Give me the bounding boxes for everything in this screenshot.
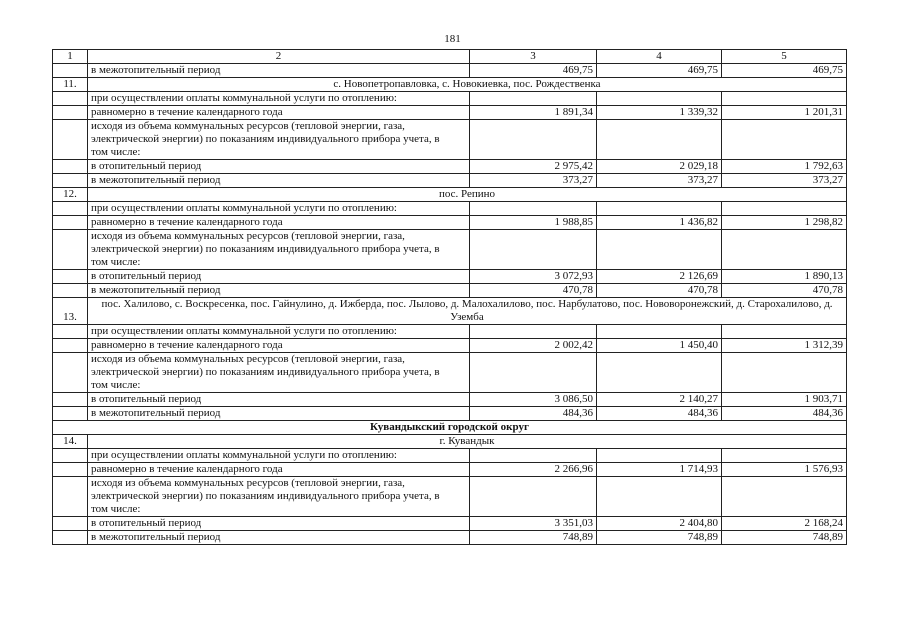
value-col-4: 484,36: [597, 407, 722, 421]
value-col-5: 1 312,39: [722, 339, 847, 353]
value-col-3: 3 086,50: [470, 393, 597, 407]
value-col-3: [470, 202, 597, 216]
value-col-4: [597, 202, 722, 216]
table-row: [53, 463, 847, 477]
row-label: при осуществлении оплаты коммунальной услуги по отоплению:: [88, 92, 470, 106]
location-row: [53, 435, 847, 449]
header-col-3: 3: [470, 50, 597, 64]
table-row: [53, 393, 847, 407]
value-col-5: [722, 92, 847, 106]
row-number-cell: [53, 230, 88, 270]
table-row: [53, 160, 847, 174]
row-number-cell: [53, 531, 88, 545]
section-number: 11.: [53, 78, 88, 92]
value-col-5: 2 168,24: [722, 517, 847, 531]
table-row: [53, 202, 847, 216]
header-col-1: 1: [53, 50, 88, 64]
value-col-5: [722, 325, 847, 339]
table-row: [53, 517, 847, 531]
table-row: [53, 174, 847, 188]
value-col-4: 2 029,18: [597, 160, 722, 174]
table-row: [53, 120, 847, 160]
row-label: равномерно в течение календарного года: [88, 339, 470, 353]
table-row: [53, 477, 847, 517]
value-col-3: 1 988,85: [470, 216, 597, 230]
value-col-4: [597, 353, 722, 393]
value-col-3: 748,89: [470, 531, 597, 545]
value-col-5: 373,27: [722, 174, 847, 188]
value-col-4: 1 339,32: [597, 106, 722, 120]
row-label: в отопительный период: [88, 517, 470, 531]
tariff-table-body: [53, 50, 847, 545]
row-number-cell: [53, 270, 88, 284]
value-col-5: 1 201,31: [722, 106, 847, 120]
value-col-3: 1 891,34: [470, 106, 597, 120]
value-col-4: 2 140,27: [597, 393, 722, 407]
row-number-cell: [53, 449, 88, 463]
row-label: в межотопительный период: [88, 531, 470, 545]
row-number-cell: [53, 393, 88, 407]
value-col-3: 2 266,96: [470, 463, 597, 477]
row-number-cell: [53, 463, 88, 477]
row-number-cell: [53, 106, 88, 120]
value-col-4: 2 126,69: [597, 270, 722, 284]
row-label: исходя из объема коммунальных ресурсов (тепловой энергии, газа, электрической энергии) по показаниям индивидуального прибора учета, в том числе:: [88, 120, 470, 160]
value-col-4: [597, 92, 722, 106]
row-label: исходя из объема коммунальных ресурсов (тепловой энергии, газа, электрической энергии) по показаниям индивидуального прибора учета, в том числе:: [88, 353, 470, 393]
value-col-5: 1 792,63: [722, 160, 847, 174]
row-label: равномерно в течение календарного года: [88, 106, 470, 120]
page-number: 181: [444, 33, 461, 45]
row-label: в межотопительный период: [88, 174, 470, 188]
value-col-5: 1 903,71: [722, 393, 847, 407]
value-col-5: 1 298,82: [722, 216, 847, 230]
row-label: равномерно в течение календарного года: [88, 216, 470, 230]
table-row: [53, 339, 847, 353]
row-label: исходя из объема коммунальных ресурсов (тепловой энергии, газа, электрической энергии) по показаниям индивидуального прибора учета, в том числе:: [88, 230, 470, 270]
row-number-cell: [53, 202, 88, 216]
value-col-5: 1 890,13: [722, 270, 847, 284]
row-number-cell: [53, 160, 88, 174]
value-col-4: 1 714,93: [597, 463, 722, 477]
row-label: в отопительный период: [88, 160, 470, 174]
table-row: [53, 531, 847, 545]
value-col-3: 3 351,03: [470, 517, 597, 531]
table-row: [53, 216, 847, 230]
row-label: исходя из объема коммунальных ресурсов (тепловой энергии, газа, электрической энергии) по показаниям индивидуального прибора учета, в том числе:: [88, 477, 470, 517]
row-label: при осуществлении оплаты коммунальной услуги по отоплению:: [88, 202, 470, 216]
header-col-4: 4: [597, 50, 722, 64]
value-col-3: [470, 120, 597, 160]
row-number-cell: [53, 92, 88, 106]
table-row: [53, 92, 847, 106]
row-label: в межотопительный период: [88, 284, 470, 298]
value-col-5: 470,78: [722, 284, 847, 298]
row-number-cell: [53, 120, 88, 160]
row-label: при осуществлении оплаты коммунальной услуги по отоплению:: [88, 325, 470, 339]
row-number-cell: [53, 174, 88, 188]
value-col-4: 2 404,80: [597, 517, 722, 531]
value-col-3: 373,27: [470, 174, 597, 188]
location-row: [53, 298, 847, 325]
table-row: [53, 449, 847, 463]
tariff-table: [52, 49, 847, 545]
table-row: [53, 407, 847, 421]
table-row: [53, 106, 847, 120]
value-col-3: 470,78: [470, 284, 597, 298]
value-col-5: [722, 477, 847, 517]
table-row: [53, 353, 847, 393]
location-name: пос. Репино: [88, 188, 847, 202]
header-col-5: 5: [722, 50, 847, 64]
value-col-3: [470, 92, 597, 106]
value-col-4: 1 436,82: [597, 216, 722, 230]
table-row: [53, 325, 847, 339]
row-number-cell: [53, 325, 88, 339]
table-row: [53, 230, 847, 270]
value-col-5: 1 576,93: [722, 463, 847, 477]
value-col-4: [597, 120, 722, 160]
value-col-3: 469,75: [470, 64, 597, 78]
row-number-cell: [53, 517, 88, 531]
value-col-4: [597, 230, 722, 270]
table-row: [53, 64, 847, 78]
row-number-cell: [53, 353, 88, 393]
row-number-cell: [53, 284, 88, 298]
value-col-4: 373,27: [597, 174, 722, 188]
value-col-3: [470, 230, 597, 270]
value-col-5: [722, 202, 847, 216]
row-label: при осуществлении оплаты коммунальной услуги по отоплению:: [88, 449, 470, 463]
value-col-3: [470, 449, 597, 463]
row-number-cell: [53, 407, 88, 421]
location-name: пос. Халилово, с. Воскресенка, пос. Гайнулино, д. Ижберда, пос. Лылово, д. Малохалилово, пос. Нарбулатово, пос. Нововоронежский, д. Старохалилово, д. Уземба: [88, 298, 847, 325]
value-col-3: 3 072,93: [470, 270, 597, 284]
row-label: в отопительный период: [88, 270, 470, 284]
section-number: 13.: [53, 298, 88, 325]
value-col-4: 469,75: [597, 64, 722, 78]
value-col-3: 2 002,42: [470, 339, 597, 353]
row-number-cell: [53, 64, 88, 78]
value-col-4: 470,78: [597, 284, 722, 298]
header-col-2: 2: [88, 50, 470, 64]
row-label: в межотопительный период: [88, 407, 470, 421]
value-col-3: 484,36: [470, 407, 597, 421]
value-col-3: [470, 325, 597, 339]
section-number: 12.: [53, 188, 88, 202]
location-name: г. Кувандык: [88, 435, 847, 449]
location-name: с. Новопетропавловка, с. Новокиевка, пос. Рождественка: [88, 78, 847, 92]
row-number-cell: [53, 216, 88, 230]
row-number-cell: [53, 477, 88, 517]
value-col-4: [597, 325, 722, 339]
value-col-5: [722, 353, 847, 393]
location-row: [53, 78, 847, 92]
section-number: 14.: [53, 435, 88, 449]
value-col-3: [470, 477, 597, 517]
table-row: [53, 284, 847, 298]
value-col-5: 748,89: [722, 531, 847, 545]
value-col-5: [722, 120, 847, 160]
value-col-5: [722, 449, 847, 463]
value-col-4: [597, 477, 722, 517]
row-label: в межотопительный период: [88, 64, 470, 78]
value-col-4: 1 450,40: [597, 339, 722, 353]
value-col-3: 2 975,42: [470, 160, 597, 174]
region-title: Кувандыкский городской округ: [53, 421, 847, 435]
location-row: [53, 188, 847, 202]
row-label: в отопительный период: [88, 393, 470, 407]
header-row: [53, 50, 847, 64]
region-row: [53, 421, 847, 435]
row-number-cell: [53, 339, 88, 353]
value-col-5: 469,75: [722, 64, 847, 78]
table-row: [53, 270, 847, 284]
value-col-3: [470, 353, 597, 393]
value-col-4: 748,89: [597, 531, 722, 545]
value-col-5: [722, 230, 847, 270]
row-label: равномерно в течение календарного года: [88, 463, 470, 477]
value-col-5: 484,36: [722, 407, 847, 421]
value-col-4: [597, 449, 722, 463]
